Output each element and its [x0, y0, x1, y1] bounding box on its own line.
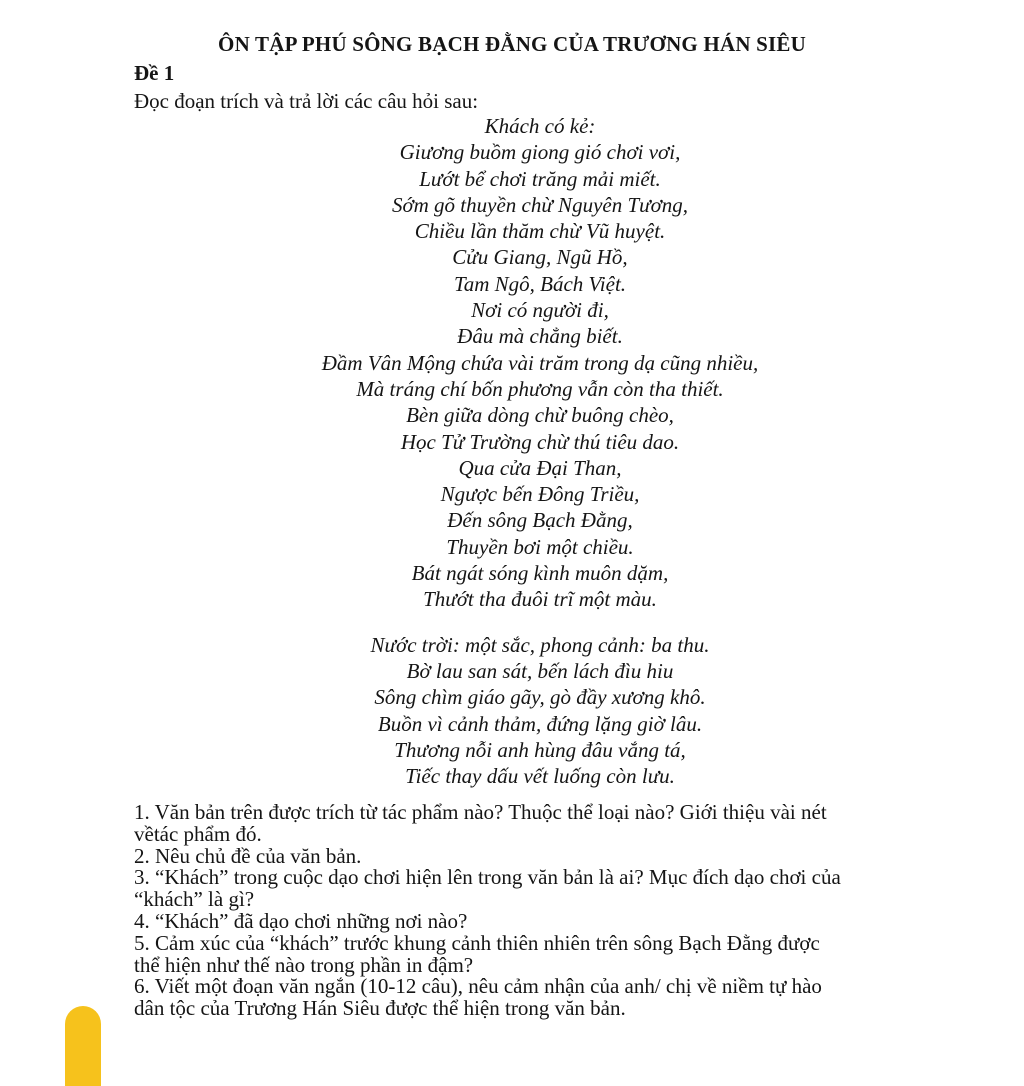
poem-line: Buồn vì cảnh thảm, đứng lặng giờ lâu. — [377, 711, 703, 736]
poem-line: Lướt bể chơi trăng mải miết. — [419, 166, 661, 191]
poem-line: Bờ lau san sát, bến lách đìu hiu — [406, 658, 674, 683]
poem-line: Học Tử Trường chừ thú tiêu dao. — [400, 429, 680, 454]
poem-line: Nơi có người đi, — [471, 298, 609, 323]
question-line: 5. Cảm xúc của “khách” trước khung cảnh thiên nhiên trên sông Bạch Đằng được — [134, 930, 820, 955]
poem-line: Khách có kẻ: — [484, 114, 596, 138]
poem-excerpt — [0, 113, 1024, 789]
question-line: 6. Viết một đoạn văn ngắn (10-12 câu), nêu cảm nhận của anh/ chị về niềm tự hào — [134, 974, 822, 999]
poem-line: Giương buồm giong gió chơi vơi, — [399, 140, 681, 165]
poem-line: Bát ngát sóng kình muôn dặm, — [411, 561, 669, 586]
question-line: dân tộc của Trương Hán Siêu được thể hiện trong văn bản. — [134, 996, 626, 1021]
poem-line: Thuyền bơi một chiều. — [446, 534, 634, 559]
yellow-highlight-marker — [65, 1006, 101, 1086]
question-line: 1. Văn bản trên được trích từ tác phẩm nào? Thuộc thể loại nào? Giới thiệu vài nét — [134, 800, 827, 824]
poem-line: Mà tráng chí bốn phương vẫn còn tha thiết. — [356, 376, 724, 401]
question-line: 4. “Khách” đã dạo chơi những nơi nào? — [134, 908, 468, 933]
poem-line: Thướt tha đuôi trĩ một màu. — [423, 587, 657, 612]
question-line: “khách” là gì? — [134, 887, 255, 912]
section-heading: Đề 1 — [134, 61, 175, 85]
instruction-text: Đọc đoạn trích và trả lời các câu hỏi sau: — [134, 89, 479, 113]
question-line: thể hiện như thế nào trong phần in đậm? — [134, 952, 474, 977]
poem-line: Sông chìm giáo gãy, gò đầy xương khô. — [374, 685, 706, 710]
question-line: 3. “Khách” trong cuộc dạo chơi hiện lên trong văn bản là ai? Mục đích dạo chơi của — [134, 865, 841, 890]
poem-line: Tam Ngô, Bách Việt. — [453, 271, 627, 296]
poem-line: Chiều lần thăm chừ Vũ huyệt. — [414, 219, 666, 244]
poem-line: Nước trời: một sắc, phong cảnh: ba thu. — [370, 632, 710, 657]
poem-line: Đâu mà chẳng biết. — [457, 324, 623, 349]
poem-line: Đầm Vân Mộng chứa vài trăm trong dạ cũng nhiều, — [321, 350, 759, 375]
question-line: 2. Nêu chủ đề của văn bản. — [134, 843, 362, 868]
question-line: vềtác phẩm đó. — [134, 821, 262, 846]
question-list — [134, 802, 954, 1020]
poem-line: Qua cửa Đại Than, — [458, 455, 622, 480]
poem-line: Sớm gõ thuyền chừ Nguyên Tương, — [391, 192, 689, 217]
poem-line: Ngược bến Đông Triều, — [440, 482, 640, 507]
document-title: ÔN TẬP PHÚ SÔNG BẠCH ĐẰNG CỦA TRƯƠNG HÁN SIÊU — [218, 32, 806, 56]
poem-line: Bèn giữa dòng chừ buông chèo, — [406, 403, 674, 428]
poem-line: Thương nỗi anh hùng đâu vắng tá, — [394, 737, 686, 762]
poem-line: Cửu Giang, Ngũ Hồ, — [452, 245, 628, 270]
poem-line: Tiếc thay dấu vết luống còn lưu. — [405, 764, 675, 789]
poem-line: Đến sông Bạch Đằng, — [447, 508, 633, 533]
